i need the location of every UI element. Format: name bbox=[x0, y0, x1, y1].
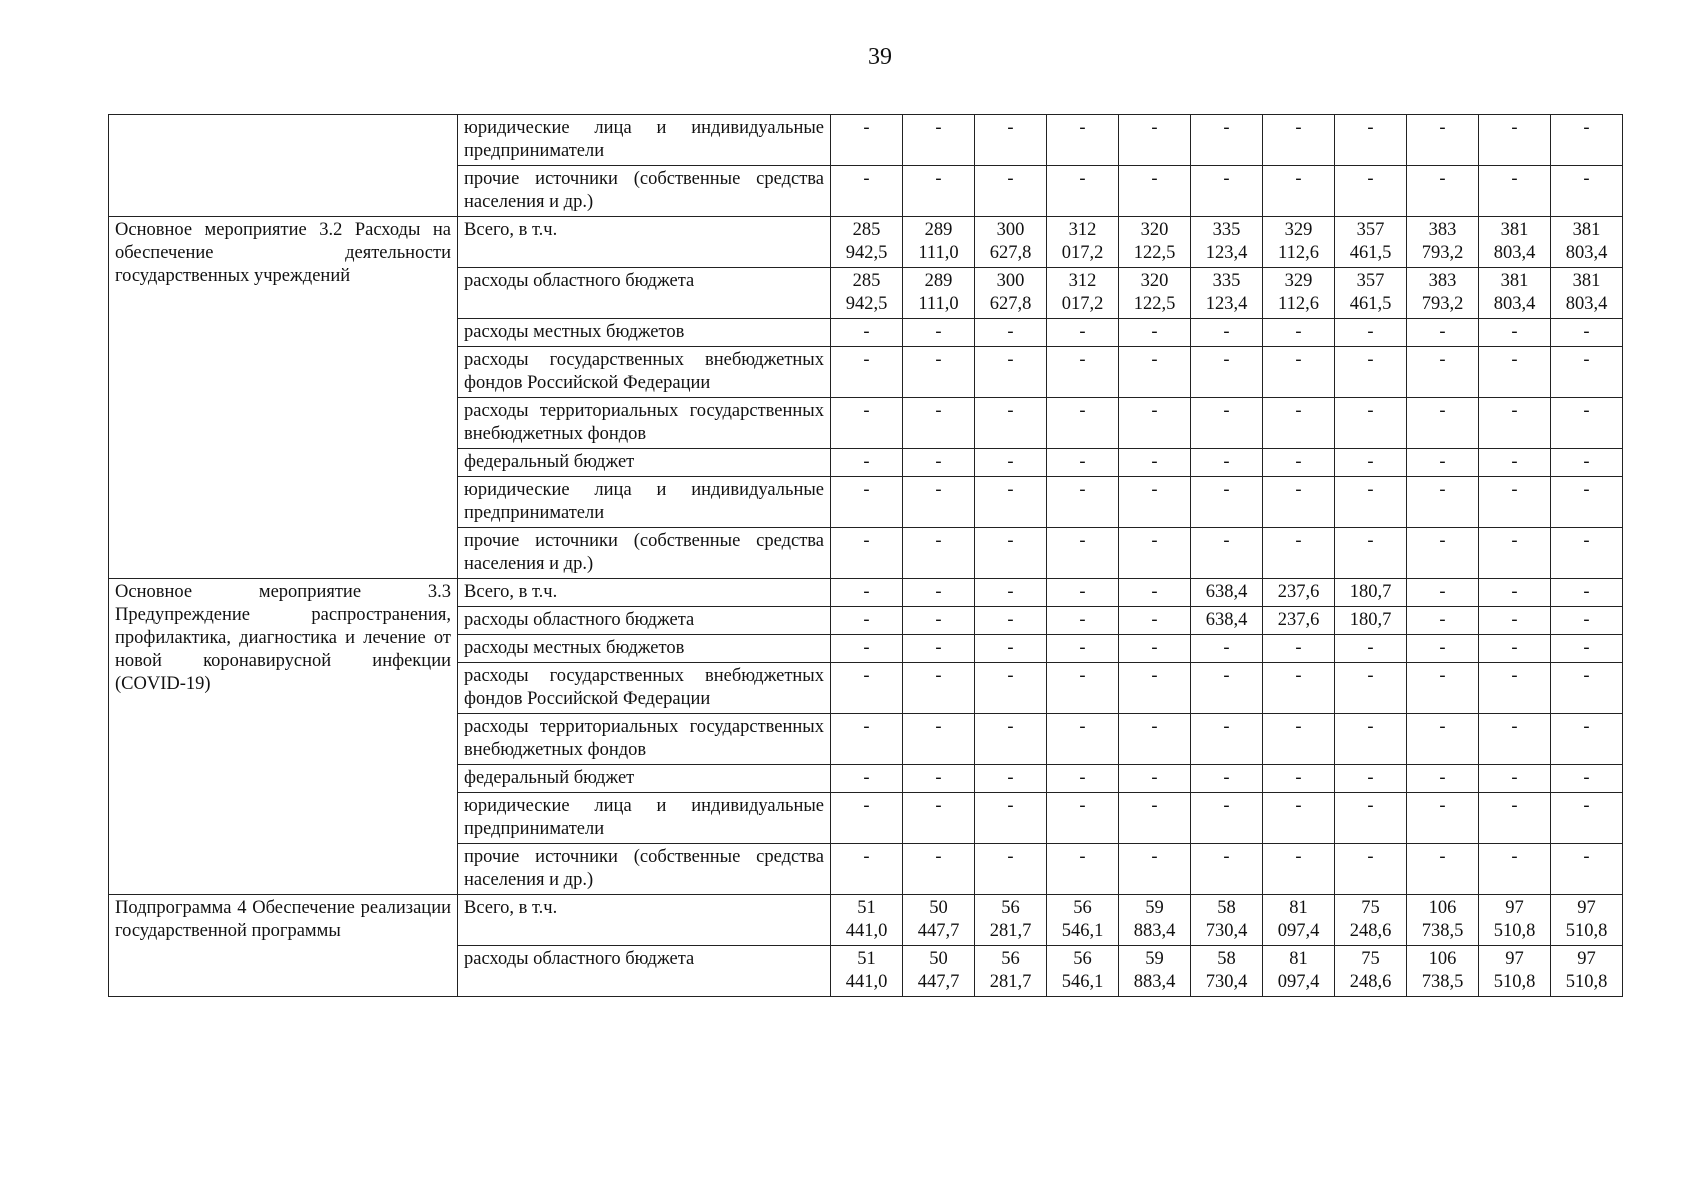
value-cell: - bbox=[903, 844, 975, 895]
value-cell: - bbox=[903, 663, 975, 714]
table-row bbox=[109, 115, 1623, 166]
value-cell: 97 510,8 bbox=[1551, 946, 1623, 997]
value-cell: - bbox=[1119, 398, 1191, 449]
value-cell: 300 627,8 bbox=[975, 217, 1047, 268]
value-cell: - bbox=[1047, 166, 1119, 217]
source-cell: юридические лица и индивидуальные предприниматели bbox=[458, 477, 831, 528]
value-cell: - bbox=[1191, 793, 1263, 844]
program-cell bbox=[109, 115, 458, 217]
value-cell: - bbox=[1263, 844, 1335, 895]
value-cell: 51 441,0 bbox=[831, 895, 903, 946]
value-cell: - bbox=[831, 663, 903, 714]
value-cell: - bbox=[1263, 319, 1335, 347]
value-cell: - bbox=[903, 607, 975, 635]
value-cell: - bbox=[1119, 663, 1191, 714]
value-cell: - bbox=[1335, 528, 1407, 579]
source-cell: юридические лица и индивидуальные предприниматели bbox=[458, 793, 831, 844]
value-cell: - bbox=[1407, 607, 1479, 635]
value-cell: - bbox=[1047, 398, 1119, 449]
value-cell: - bbox=[903, 449, 975, 477]
value-cell: - bbox=[1335, 793, 1407, 844]
value-cell: - bbox=[1551, 449, 1623, 477]
value-cell: - bbox=[975, 319, 1047, 347]
value-cell: - bbox=[1119, 607, 1191, 635]
value-cell: - bbox=[1479, 607, 1551, 635]
value-cell: 180,7 bbox=[1335, 607, 1407, 635]
value-cell: - bbox=[1263, 115, 1335, 166]
value-cell: 383 793,2 bbox=[1407, 268, 1479, 319]
value-cell: - bbox=[1047, 765, 1119, 793]
table-row bbox=[109, 579, 1623, 607]
source-cell: прочие источники (собственные средства населения и др.) bbox=[458, 528, 831, 579]
value-cell: - bbox=[1551, 398, 1623, 449]
value-cell: - bbox=[1551, 765, 1623, 793]
value-cell: 335 123,4 bbox=[1191, 268, 1263, 319]
value-cell: 289 111,0 bbox=[903, 217, 975, 268]
value-cell: - bbox=[1047, 663, 1119, 714]
value-cell: - bbox=[1479, 793, 1551, 844]
value-cell: - bbox=[1191, 398, 1263, 449]
value-cell: - bbox=[1191, 635, 1263, 663]
value-cell: 237,6 bbox=[1263, 579, 1335, 607]
value-cell: - bbox=[1551, 579, 1623, 607]
value-cell: - bbox=[1551, 166, 1623, 217]
source-cell: расходы территориальных государственных внебюджетных фондов bbox=[458, 398, 831, 449]
value-cell: - bbox=[975, 166, 1047, 217]
value-cell: - bbox=[831, 793, 903, 844]
value-cell: - bbox=[1047, 319, 1119, 347]
value-cell: - bbox=[1335, 844, 1407, 895]
value-cell: - bbox=[1191, 449, 1263, 477]
value-cell: - bbox=[1191, 714, 1263, 765]
value-cell: - bbox=[1479, 166, 1551, 217]
value-cell: - bbox=[903, 166, 975, 217]
value-cell: - bbox=[1335, 765, 1407, 793]
source-cell: расходы областного бюджета bbox=[458, 268, 831, 319]
value-cell: - bbox=[903, 398, 975, 449]
value-cell: - bbox=[903, 347, 975, 398]
value-cell: - bbox=[975, 528, 1047, 579]
table-row bbox=[109, 895, 1623, 946]
value-cell: - bbox=[1551, 347, 1623, 398]
value-cell: - bbox=[1047, 579, 1119, 607]
value-cell: - bbox=[1191, 166, 1263, 217]
value-cell: 357 461,5 bbox=[1335, 217, 1407, 268]
value-cell: - bbox=[1335, 635, 1407, 663]
value-cell: - bbox=[1191, 663, 1263, 714]
value-cell: - bbox=[1191, 477, 1263, 528]
value-cell: - bbox=[1191, 765, 1263, 793]
value-cell: - bbox=[975, 793, 1047, 844]
value-cell: - bbox=[1047, 115, 1119, 166]
value-cell: 50 447,7 bbox=[903, 895, 975, 946]
value-cell: - bbox=[831, 347, 903, 398]
value-cell: 381 803,4 bbox=[1479, 268, 1551, 319]
value-cell: - bbox=[1335, 449, 1407, 477]
value-cell: - bbox=[1119, 319, 1191, 347]
value-cell: - bbox=[1479, 398, 1551, 449]
table-row bbox=[109, 217, 1623, 268]
source-cell: юридические лица и индивидуальные предприниматели bbox=[458, 115, 831, 166]
value-cell: 106 738,5 bbox=[1407, 895, 1479, 946]
value-cell: - bbox=[831, 765, 903, 793]
value-cell: - bbox=[1119, 115, 1191, 166]
value-cell: - bbox=[1407, 347, 1479, 398]
value-cell: 285 942,5 bbox=[831, 268, 903, 319]
value-cell: 59 883,4 bbox=[1119, 895, 1191, 946]
source-cell: расходы местных бюджетов bbox=[458, 635, 831, 663]
value-cell: - bbox=[1263, 793, 1335, 844]
value-cell: 97 510,8 bbox=[1551, 895, 1623, 946]
source-cell: федеральный бюджет bbox=[458, 765, 831, 793]
value-cell: - bbox=[1047, 347, 1119, 398]
value-cell: - bbox=[1335, 477, 1407, 528]
value-cell: - bbox=[1119, 765, 1191, 793]
value-cell: - bbox=[1047, 793, 1119, 844]
value-cell: - bbox=[903, 319, 975, 347]
value-cell: - bbox=[903, 714, 975, 765]
value-cell: - bbox=[1479, 319, 1551, 347]
source-cell: расходы государственных внебюджетных фондов Российской Федерации bbox=[458, 663, 831, 714]
value-cell: - bbox=[831, 449, 903, 477]
source-cell: расходы территориальных государственных внебюджетных фондов bbox=[458, 714, 831, 765]
value-cell: 312 017,2 bbox=[1047, 217, 1119, 268]
value-cell: - bbox=[1407, 449, 1479, 477]
value-cell: - bbox=[831, 528, 903, 579]
value-cell: - bbox=[1407, 579, 1479, 607]
value-cell: - bbox=[1047, 607, 1119, 635]
value-cell: - bbox=[831, 115, 903, 166]
budget-table bbox=[108, 114, 1623, 997]
value-cell: 75 248,6 bbox=[1335, 946, 1407, 997]
value-cell: - bbox=[1047, 714, 1119, 765]
value-cell: 381 803,4 bbox=[1479, 217, 1551, 268]
value-cell: - bbox=[1119, 579, 1191, 607]
value-cell: 335 123,4 bbox=[1191, 217, 1263, 268]
value-cell: 638,4 bbox=[1191, 579, 1263, 607]
value-cell: - bbox=[1119, 635, 1191, 663]
value-cell: - bbox=[831, 319, 903, 347]
value-cell: - bbox=[1119, 166, 1191, 217]
value-cell: - bbox=[903, 115, 975, 166]
value-cell: - bbox=[1047, 477, 1119, 528]
value-cell: - bbox=[975, 765, 1047, 793]
value-cell: - bbox=[1263, 166, 1335, 217]
value-cell: - bbox=[1479, 765, 1551, 793]
value-cell: - bbox=[975, 844, 1047, 895]
value-cell: 97 510,8 bbox=[1479, 946, 1551, 997]
value-cell: - bbox=[975, 579, 1047, 607]
value-cell: - bbox=[1119, 528, 1191, 579]
program-cell: Основное мероприятие 3.3 Предупреждение распространения, профилактика, диагностика и лечение от новой коронавирусной инфекции (COVID-19) bbox=[109, 579, 458, 895]
value-cell: - bbox=[1335, 347, 1407, 398]
value-cell: - bbox=[1263, 663, 1335, 714]
value-cell: - bbox=[1407, 793, 1479, 844]
value-cell: - bbox=[1263, 398, 1335, 449]
value-cell: - bbox=[1047, 844, 1119, 895]
value-cell: - bbox=[975, 607, 1047, 635]
value-cell: - bbox=[1407, 528, 1479, 579]
value-cell: - bbox=[1407, 166, 1479, 217]
value-cell: - bbox=[1551, 319, 1623, 347]
value-cell: 58 730,4 bbox=[1191, 895, 1263, 946]
value-cell: 357 461,5 bbox=[1335, 268, 1407, 319]
value-cell: 75 248,6 bbox=[1335, 895, 1407, 946]
value-cell: - bbox=[1551, 115, 1623, 166]
value-cell: 56 281,7 bbox=[975, 895, 1047, 946]
value-cell: - bbox=[1263, 449, 1335, 477]
value-cell: - bbox=[1335, 663, 1407, 714]
value-cell: - bbox=[1479, 844, 1551, 895]
value-cell: 285 942,5 bbox=[831, 217, 903, 268]
source-cell: расходы государственных внебюджетных фондов Российской Федерации bbox=[458, 347, 831, 398]
value-cell: - bbox=[1191, 528, 1263, 579]
value-cell: - bbox=[1335, 166, 1407, 217]
value-cell: - bbox=[1479, 663, 1551, 714]
source-cell: Всего, в т.ч. bbox=[458, 579, 831, 607]
page-number: 39 bbox=[868, 44, 892, 70]
value-cell: - bbox=[1479, 449, 1551, 477]
value-cell: 381 803,4 bbox=[1551, 217, 1623, 268]
value-cell: - bbox=[1551, 528, 1623, 579]
value-cell: - bbox=[1263, 765, 1335, 793]
value-cell: - bbox=[1335, 714, 1407, 765]
table-body bbox=[109, 115, 1623, 997]
value-cell: 51 441,0 bbox=[831, 946, 903, 997]
program-cell: Подпрограмма 4 Обеспечение реализации государственной программы bbox=[109, 895, 458, 997]
value-cell: - bbox=[1263, 477, 1335, 528]
value-cell: 329 112,6 bbox=[1263, 268, 1335, 319]
value-cell: - bbox=[1119, 844, 1191, 895]
value-cell: - bbox=[831, 477, 903, 528]
value-cell: - bbox=[1191, 319, 1263, 347]
value-cell: 383 793,2 bbox=[1407, 217, 1479, 268]
value-cell: - bbox=[1479, 528, 1551, 579]
value-cell: - bbox=[903, 477, 975, 528]
value-cell: - bbox=[975, 477, 1047, 528]
value-cell: - bbox=[831, 844, 903, 895]
value-cell: - bbox=[1479, 115, 1551, 166]
value-cell: - bbox=[1551, 844, 1623, 895]
value-cell: - bbox=[1551, 635, 1623, 663]
value-cell: 59 883,4 bbox=[1119, 946, 1191, 997]
value-cell: - bbox=[975, 449, 1047, 477]
value-cell: 81 097,4 bbox=[1263, 895, 1335, 946]
value-cell: - bbox=[1047, 449, 1119, 477]
value-cell: - bbox=[1407, 635, 1479, 663]
value-cell: 237,6 bbox=[1263, 607, 1335, 635]
value-cell: - bbox=[1551, 714, 1623, 765]
value-cell: 50 447,7 bbox=[903, 946, 975, 997]
value-cell: 81 097,4 bbox=[1263, 946, 1335, 997]
value-cell: 381 803,4 bbox=[1551, 268, 1623, 319]
value-cell: - bbox=[1479, 477, 1551, 528]
value-cell: - bbox=[1407, 398, 1479, 449]
value-cell: - bbox=[1119, 347, 1191, 398]
value-cell: 320 122,5 bbox=[1119, 217, 1191, 268]
value-cell: - bbox=[1119, 793, 1191, 844]
value-cell: - bbox=[831, 607, 903, 635]
value-cell: - bbox=[975, 115, 1047, 166]
value-cell: - bbox=[1551, 663, 1623, 714]
value-cell: - bbox=[1119, 714, 1191, 765]
value-cell: - bbox=[1407, 844, 1479, 895]
source-cell: расходы областного бюджета bbox=[458, 607, 831, 635]
value-cell: - bbox=[831, 635, 903, 663]
source-cell: расходы местных бюджетов bbox=[458, 319, 831, 347]
value-cell: - bbox=[1335, 398, 1407, 449]
value-cell: - bbox=[1479, 635, 1551, 663]
value-cell: - bbox=[975, 347, 1047, 398]
value-cell: 300 627,8 bbox=[975, 268, 1047, 319]
value-cell: - bbox=[1407, 115, 1479, 166]
value-cell: - bbox=[831, 398, 903, 449]
value-cell: - bbox=[1191, 844, 1263, 895]
value-cell: 56 281,7 bbox=[975, 946, 1047, 997]
value-cell: - bbox=[903, 765, 975, 793]
source-cell: федеральный бюджет bbox=[458, 449, 831, 477]
value-cell: - bbox=[975, 714, 1047, 765]
value-cell: - bbox=[1119, 449, 1191, 477]
value-cell: - bbox=[1551, 477, 1623, 528]
value-cell: - bbox=[1479, 579, 1551, 607]
value-cell: - bbox=[1047, 528, 1119, 579]
value-cell: - bbox=[903, 528, 975, 579]
value-cell: - bbox=[975, 398, 1047, 449]
value-cell: 180,7 bbox=[1335, 579, 1407, 607]
value-cell: - bbox=[1407, 765, 1479, 793]
value-cell: - bbox=[1407, 663, 1479, 714]
value-cell: 106 738,5 bbox=[1407, 946, 1479, 997]
value-cell: - bbox=[1263, 714, 1335, 765]
value-cell: - bbox=[1263, 347, 1335, 398]
value-cell: 312 017,2 bbox=[1047, 268, 1119, 319]
value-cell: - bbox=[1119, 477, 1191, 528]
value-cell: - bbox=[975, 663, 1047, 714]
value-cell: 289 111,0 bbox=[903, 268, 975, 319]
value-cell: - bbox=[903, 579, 975, 607]
value-cell: - bbox=[1407, 477, 1479, 528]
source-cell: прочие источники (собственные средства населения и др.) bbox=[458, 166, 831, 217]
value-cell: - bbox=[1407, 714, 1479, 765]
value-cell: - bbox=[1047, 635, 1119, 663]
source-cell: расходы областного бюджета bbox=[458, 946, 831, 997]
value-cell: - bbox=[1407, 319, 1479, 347]
value-cell: 329 112,6 bbox=[1263, 217, 1335, 268]
value-cell: 56 546,1 bbox=[1047, 895, 1119, 946]
value-cell: - bbox=[1191, 115, 1263, 166]
value-cell: 638,4 bbox=[1191, 607, 1263, 635]
value-cell: - bbox=[831, 166, 903, 217]
value-cell: - bbox=[1551, 607, 1623, 635]
value-cell: - bbox=[1263, 528, 1335, 579]
value-cell: - bbox=[831, 579, 903, 607]
value-cell: - bbox=[831, 714, 903, 765]
source-cell: Всего, в т.ч. bbox=[458, 217, 831, 268]
value-cell: 97 510,8 bbox=[1479, 895, 1551, 946]
source-cell: Всего, в т.ч. bbox=[458, 895, 831, 946]
value-cell: 320 122,5 bbox=[1119, 268, 1191, 319]
value-cell: 56 546,1 bbox=[1047, 946, 1119, 997]
value-cell: - bbox=[975, 635, 1047, 663]
source-cell: прочие источники (собственные средства населения и др.) bbox=[458, 844, 831, 895]
program-cell: Основное мероприятие 3.2 Расходы на обеспечение деятельности государственных учреждений bbox=[109, 217, 458, 579]
value-cell: - bbox=[1479, 714, 1551, 765]
value-cell: - bbox=[1191, 347, 1263, 398]
value-cell: - bbox=[1335, 319, 1407, 347]
value-cell: - bbox=[903, 793, 975, 844]
value-cell: - bbox=[903, 635, 975, 663]
value-cell: - bbox=[1551, 793, 1623, 844]
value-cell: - bbox=[1335, 115, 1407, 166]
value-cell: - bbox=[1479, 347, 1551, 398]
value-cell: 58 730,4 bbox=[1191, 946, 1263, 997]
value-cell: - bbox=[1263, 635, 1335, 663]
